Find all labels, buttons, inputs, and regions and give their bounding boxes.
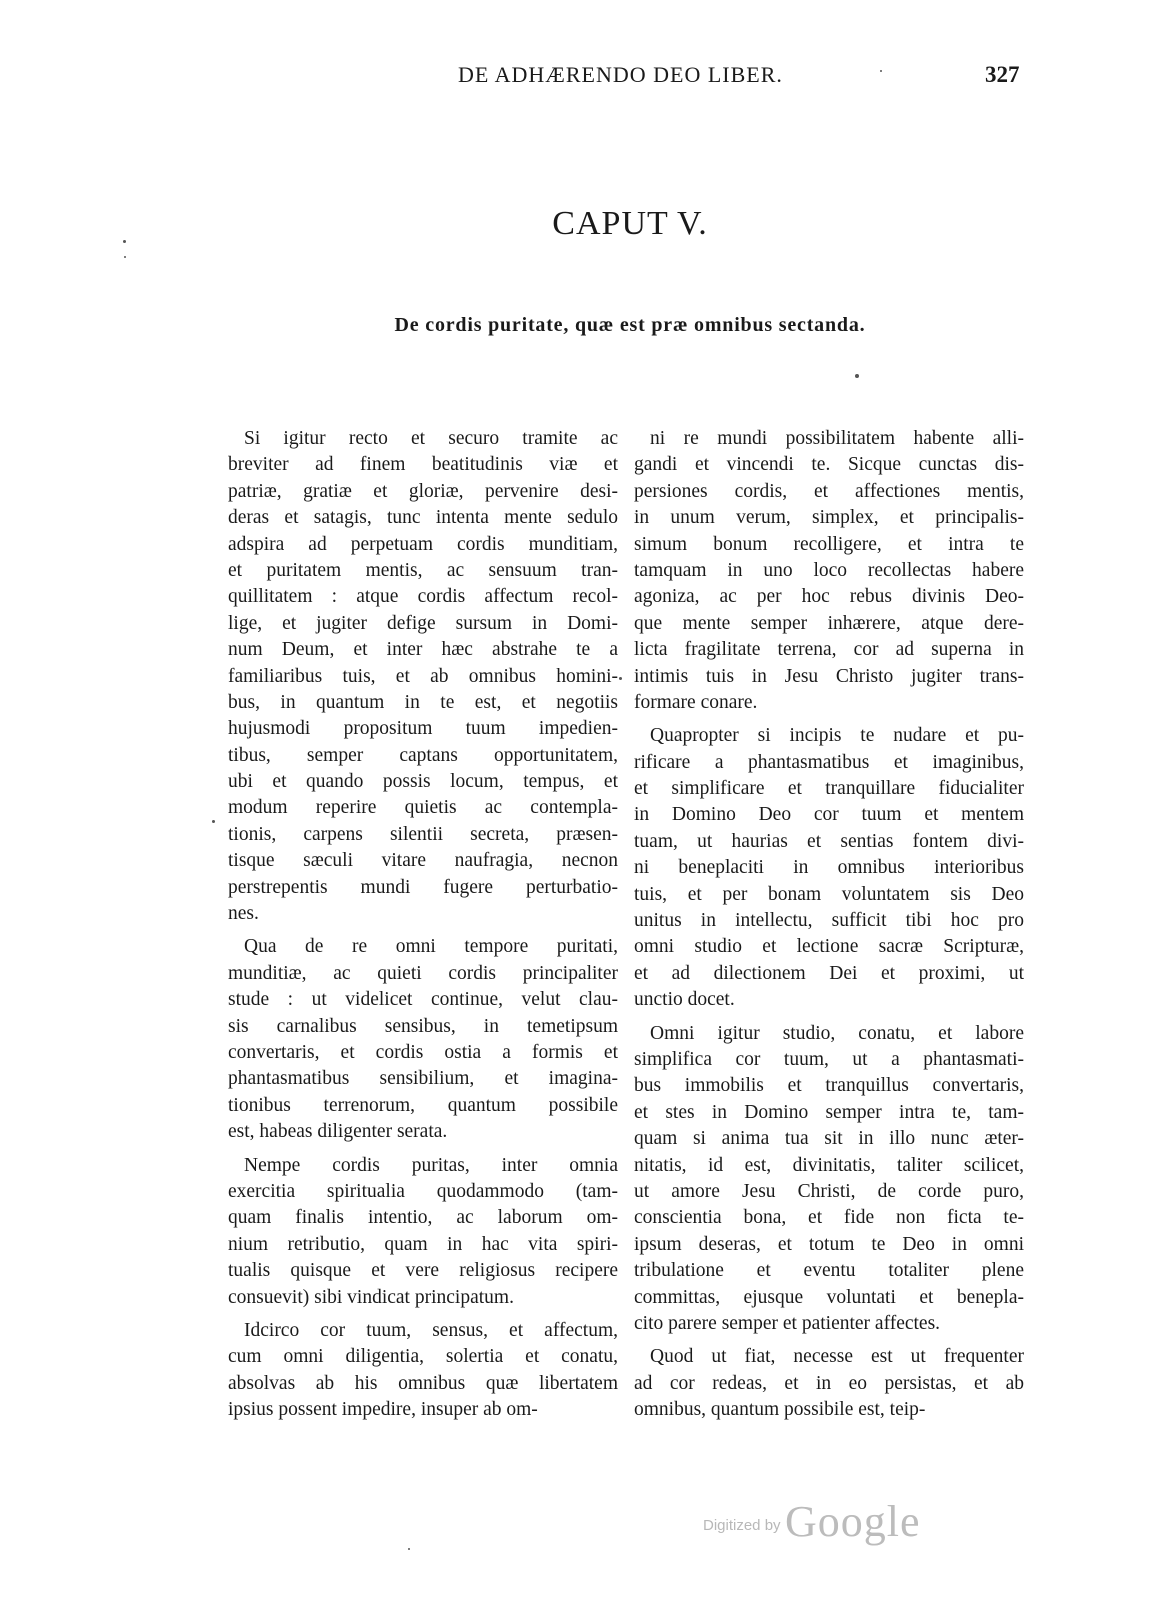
- text-line: Quod ut fiat, necesse est ut frequenter: [650, 1346, 1024, 1368]
- text-line: tionibus terrenorum, quantum possibile: [228, 1094, 618, 1116]
- right-text-column: [634, 426, 1024, 1423]
- text-line: sis carnalibus sensibus, in temetipsum: [228, 1015, 618, 1037]
- text-line: tisque sæculi vitare naufragia, necnon: [228, 850, 618, 872]
- text-line: lige, et jugiter defige sursum in Domi-: [228, 612, 618, 634]
- paragraph-gap: [634, 1014, 1024, 1021]
- text-line: ubi et quando possis locum, tempus, et: [228, 771, 618, 793]
- paragraph-gap: [228, 927, 618, 934]
- text-line: formare conare.: [634, 691, 758, 713]
- text-line: Qua de re omni tempore puritati,: [244, 936, 618, 958]
- scan-speck: [619, 677, 622, 680]
- scan-speck: [880, 70, 882, 72]
- text-line: Omni igitur studio, conatu, et labore: [650, 1022, 1024, 1044]
- text-line: rificare a phantasmatibus et imaginibus,: [634, 751, 1024, 773]
- left-text-column: [228, 426, 618, 1423]
- text-line: licta fragilitate terrena, cor ad superna in: [634, 639, 1024, 661]
- text-line: num Deum, et inter hæc abstrahe te a: [228, 639, 618, 661]
- text-line: que mente semper inhærere, atque dere-: [634, 612, 1024, 634]
- text-line: est, habeas diligenter serata.: [228, 1121, 448, 1143]
- chapter-title: CAPUT V.: [552, 205, 708, 242]
- text-line: Quapropter si incipis te nudare et pu-: [650, 725, 1024, 747]
- scan-speck: [855, 374, 859, 378]
- text-line: tuis, et per bonam voluntatem sis Deo: [634, 883, 1024, 905]
- text-line: patriæ, gratiæ et gloriæ, pervenire desi-: [228, 480, 618, 502]
- paragraph-gap: [634, 716, 1024, 723]
- text-line: tibus, semper captans opportunitatem,: [228, 744, 618, 766]
- text-line: quam finalis intentio, ac laborum om-: [228, 1207, 618, 1229]
- text-line: ad cor redeas, et in eo persistas, et ab: [634, 1372, 1024, 1394]
- text-line: cum omni diligentia, solertia et conatu,: [228, 1346, 618, 1368]
- text-line: consuevit) sibi vindicat principatum.: [228, 1286, 514, 1308]
- text-line: et puritatem mentis, ac sensuum tran-: [228, 559, 618, 581]
- text-line: absolvas ab his omnibus quæ libertatem: [228, 1372, 618, 1394]
- text-line: omni studio et lectione sacræ Scripturæ,: [634, 936, 1024, 958]
- digitized-watermark: [703, 1496, 921, 1547]
- text-line: adspira ad perpetuam cordis munditiam,: [228, 533, 618, 555]
- text-line: ni beneplaciti in omnibus interioribus: [634, 857, 1024, 879]
- google-logo: Google: [785, 1497, 921, 1546]
- text-line: bus, in quantum in te est, et negotiis: [228, 691, 618, 713]
- text-line: Nempe cordis puritas, inter omnia: [244, 1154, 618, 1176]
- text-line: deras et satagis, tunc intenta mente sedulo: [228, 507, 618, 529]
- text-line: ut amore Jesu Christi, de corde puro,: [634, 1180, 1024, 1202]
- text-line: omnibus, quantum possibile est, teip-: [634, 1399, 926, 1421]
- text-line: quillitatem : atque cordis affectum recol-: [228, 586, 618, 608]
- text-line: intimis tuis in Jesu Christo jugiter trans-: [634, 665, 1024, 687]
- text-line: nitatis, id est, divinitatis, taliter scilicet,: [634, 1154, 1024, 1176]
- text-line: exercitia spiritualia quodammodo (tam-: [228, 1180, 618, 1202]
- text-line: persiones cordis, et affectiones mentis,: [634, 480, 1024, 502]
- text-line: et simplificare et tranquillare fiducialiter: [634, 778, 1024, 800]
- text-line: gandi et vincendi te. Sicque cunctas dis-: [634, 454, 1024, 476]
- scan-speck: [212, 820, 215, 823]
- text-line: tribulatione et eventu totaliter plene: [634, 1260, 1024, 1282]
- text-line: cito parere semper et patienter affectes.: [634, 1312, 941, 1334]
- text-line: tualis quisque et vere religiosus recipere: [228, 1260, 618, 1282]
- text-line: phantasmatibus sensibilium, et imagina-: [228, 1068, 618, 1090]
- watermark-prefix: Digitized by: [703, 1517, 781, 1534]
- text-line: quam si anima tua sit in illo nunc æter-: [634, 1128, 1024, 1150]
- text-line: nes.: [228, 903, 259, 925]
- text-line: simplifica cor tuum, ut a phantasmati-: [634, 1048, 1024, 1070]
- paragraph-gap: [228, 1146, 618, 1153]
- text-line: tuam, ut haurias et sentias fontem divi-: [634, 830, 1024, 852]
- text-line: conscientia bona, et fide non ficta te-: [634, 1207, 1024, 1229]
- paragraph-gap: [228, 1311, 618, 1318]
- text-line: breviter ad finem beatitudinis viæ et: [228, 454, 618, 476]
- text-line: stude : ut videlicet continue, velut clau-: [228, 989, 618, 1011]
- running-head: DE ADHÆRENDO DEO LIBER.: [458, 62, 783, 87]
- text-line: tionis, carpens silentii secreta, præsen-: [228, 823, 618, 845]
- text-line: simum bonum recolligere, et intra te: [634, 533, 1024, 555]
- text-line: committas, ejusque voluntati et benepla-: [634, 1286, 1024, 1308]
- text-line: agoniza, ac per hoc rebus divinis Deo-: [634, 586, 1024, 608]
- text-line: ni re mundi possibilitatem habente alli-: [650, 428, 1024, 449]
- page-number: 327: [985, 62, 1020, 87]
- text-line: ipsius possent impedire, insuper ab om-: [228, 1399, 538, 1421]
- scan-speck: [408, 1548, 410, 1550]
- text-line: tamquam in uno loco recollectas habere: [634, 559, 1024, 581]
- scan-speck: [123, 240, 126, 243]
- text-line: Idcirco cor tuum, sensus, et affectum,: [244, 1319, 618, 1341]
- paragraph-gap: [634, 1337, 1024, 1344]
- text-line: hujusmodi propositum tuum impedien-: [228, 718, 618, 740]
- text-line: modum reperire quietis ac contempla-: [228, 797, 618, 819]
- chapter-subtitle: De cordis puritate, quæ est præ omnibus sectanda.: [394, 314, 866, 336]
- text-line: et ad dilectionem Dei et proximi, ut: [634, 962, 1024, 984]
- text-line: unctio docet.: [634, 989, 735, 1011]
- scan-speck: [124, 256, 126, 258]
- text-line: convertaris, et cordis ostia a formis et: [228, 1041, 618, 1063]
- text-line: Si igitur recto et securo tramite ac: [244, 428, 618, 449]
- text-line: nium retributio, quam in hac vita spiri-: [228, 1233, 618, 1255]
- text-line: perstrepentis mundi fugere perturbatio-: [228, 876, 618, 898]
- text-line: in Domino Deo cor tuum et mentem: [634, 804, 1024, 826]
- text-line: bus immobilis et tranquillus convertaris,: [634, 1075, 1024, 1097]
- text-line: in unum verum, simplex, et principalis-: [634, 507, 1024, 529]
- text-line: unitus in intellectu, sufficit tibi hoc pro: [634, 910, 1024, 932]
- text-line: familiaribus tuis, et ab omnibus homini-: [228, 665, 618, 687]
- text-line: ipsum deseras, et totum te Deo in omni: [634, 1233, 1024, 1255]
- text-line: munditiæ, ac quieti cordis principaliter: [228, 962, 618, 984]
- text-line: et stes in Domino semper intra te, tam-: [634, 1101, 1024, 1123]
